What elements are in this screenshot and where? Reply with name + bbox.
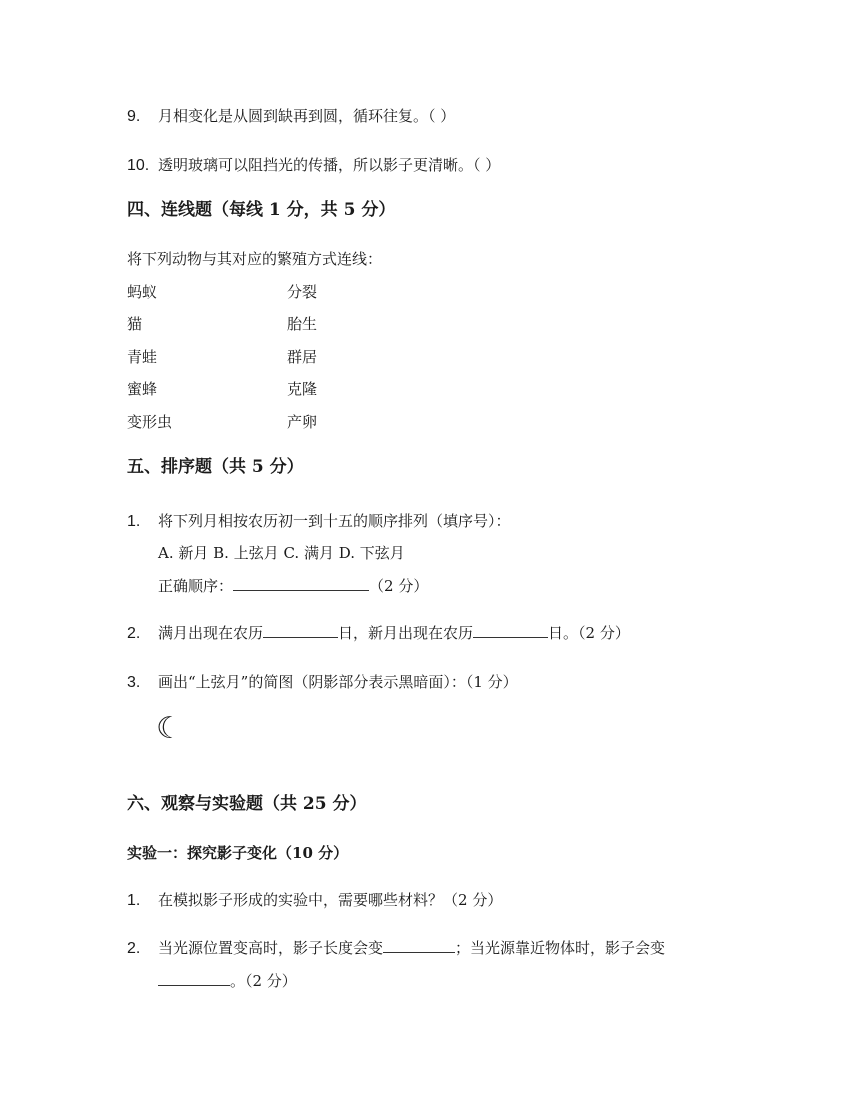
text-part: 日。（2 分）: [548, 624, 630, 642]
question-number: 2.: [127, 940, 141, 957]
answer-blank[interactable]: [233, 576, 369, 591]
reproduction-item: 克隆: [287, 380, 318, 398]
animal-item: 变形虫: [127, 413, 173, 431]
section-6-title: 六、观察与实验题（共 25 分）: [127, 794, 367, 814]
answer-line: [158, 576, 428, 596]
answer-label: 正确顺序：: [158, 577, 234, 595]
reproduction-item: 分裂: [287, 283, 318, 301]
reproduction-item: 群居: [287, 348, 318, 366]
question-text: 在模拟影子形成的实验中，需要哪些材料？（2 分）: [158, 891, 503, 909]
section-5-title: 五、排序题（共 5 分）: [127, 457, 304, 477]
question-number: 1.: [127, 513, 141, 530]
section-4-title: 四、连线题（每线 1 分，共 5 分）: [127, 200, 396, 220]
animal-item: 青蛙: [127, 348, 158, 366]
question-text: 透明玻璃可以阻挡光的传播，所以影子更清晰。（ ）: [158, 156, 501, 174]
animal-item: 蜜蜂: [127, 380, 158, 398]
experiment-question-2-continued: [158, 971, 297, 991]
question-number: 2.: [127, 625, 141, 642]
sort-question-2: [127, 623, 630, 644]
new-moon-day-blank[interactable]: [473, 623, 548, 638]
crescent-moon-icon: ☾: [156, 711, 183, 746]
question-text: [158, 938, 665, 958]
question-number: 10.: [127, 157, 150, 174]
question-number: 9.: [127, 108, 141, 125]
score-note: （2 分）: [369, 577, 429, 595]
question-number: 3.: [127, 674, 141, 691]
shadow-length-blank[interactable]: [383, 938, 455, 953]
text-part: 。（2 分）: [230, 972, 297, 990]
text-part: 满月出现在农历: [158, 624, 264, 642]
animal-item: 猫: [127, 315, 143, 333]
question-text: [158, 623, 630, 643]
text-part: 日，新月出现在农历: [338, 624, 474, 642]
shadow-size-blank[interactable]: [158, 971, 230, 986]
full-moon-day-blank[interactable]: [263, 623, 338, 638]
judge-question-10: [127, 155, 501, 176]
sort-question-1: [127, 511, 511, 532]
reproduction-item: 产卵: [287, 413, 318, 431]
animal-item: 蚂蚁: [127, 283, 158, 301]
text-part: ；当光源靠近物体时，影子会变: [455, 939, 666, 957]
question-text: 月相变化是从圆到缺再到圆，循环往复。（ ）: [158, 107, 456, 125]
sort-question-3: [127, 672, 518, 693]
moon-phase-options: A. 新月 B. 上弦月 C. 满月 D. 下弦月: [158, 544, 405, 562]
reproduction-item: 胎生: [287, 315, 318, 333]
question-text: 画出“上弦月”的简图（阴影部分表示黑暗面）：（1 分）: [158, 673, 518, 691]
question-number: 1.: [127, 892, 141, 909]
experiment-question-2: [127, 938, 666, 959]
experiment-question-1: [127, 890, 503, 911]
question-text: 将下列月相按农历初一到十五的顺序排列（填序号）：: [158, 512, 511, 530]
judge-question-9: [127, 106, 456, 127]
experiment-1-title: 实验一：探究影子变化（10 分）: [127, 844, 349, 862]
section-4-instruction: 将下列动物与其对应的繁殖方式连线：: [127, 250, 383, 268]
text-part: 当光源位置变高时，影子长度会变: [158, 939, 384, 957]
